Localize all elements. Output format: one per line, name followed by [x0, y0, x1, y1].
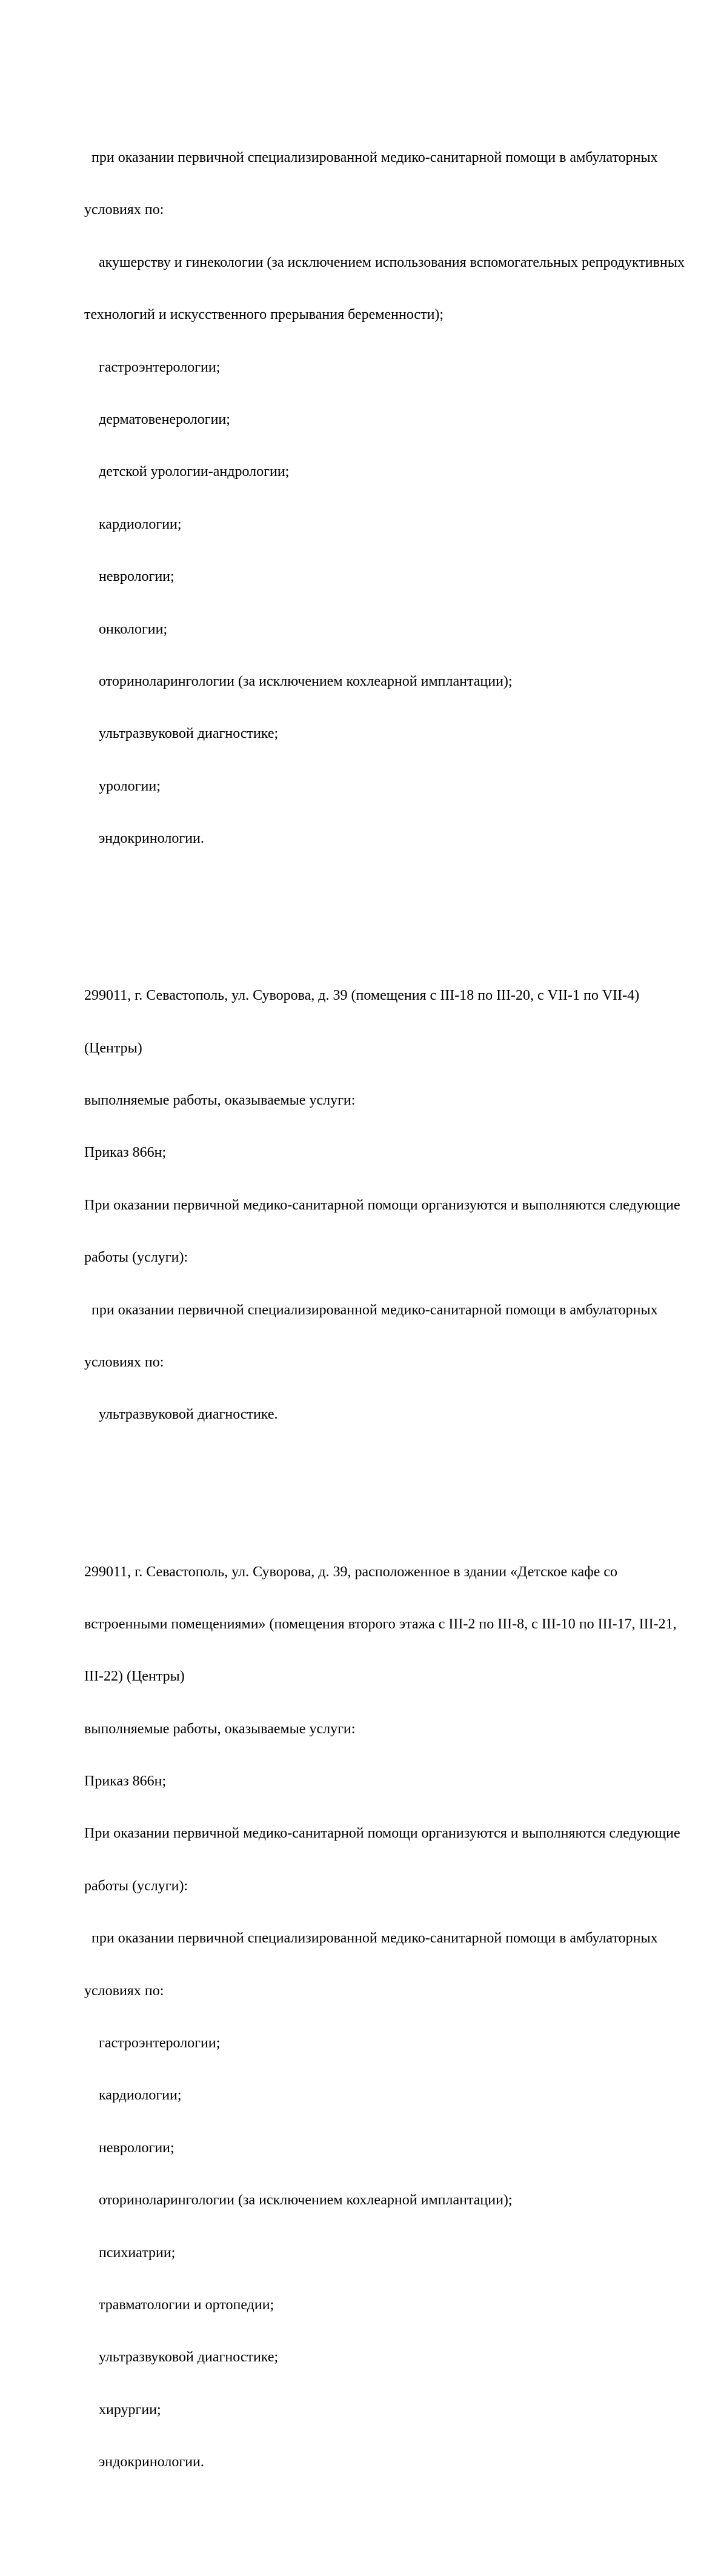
- text-line: неврологии;: [84, 569, 174, 585]
- text-line: Приказ 866н;: [84, 1145, 167, 1161]
- section-services-list-continued: [84, 114, 708, 882]
- text-line: при оказании первичной специализированной медико-санитарной помощи в амбулаторных: [84, 1302, 658, 1318]
- document-text-block: [84, 62, 708, 2576]
- text-line: ультразвуковой диагностике.: [84, 1407, 278, 1423]
- text-line: технологий и искусственного прерывания беременности);: [84, 307, 444, 323]
- text-line: эндокринологии.: [84, 2454, 204, 2471]
- address-line: 299011, г. Севастополь, ул. Суворова, д. 39 (помещения с III-18 по III-20, с VII-1 по VII-4): [84, 988, 640, 1004]
- address-line: встроенными помещениями» (помещения второго этажа с III-2 по III-8, с III-10 по III-17, III-21,: [84, 1616, 677, 1632]
- text-line: при оказании первичной специализированной медико-санитарной помощи в амбулаторных: [84, 1930, 658, 1947]
- text-line: психиатрии;: [84, 2244, 176, 2261]
- text-line: урологии;: [84, 778, 161, 794]
- text-line: При оказании первичной медико-санитарной помощи организуются и выполняются следующие: [84, 1825, 680, 1842]
- text-line: выполняемые работы, оказываемые услуги:: [84, 1721, 356, 1737]
- section-address-suvorova-39-rooms: [84, 952, 708, 1459]
- text-line: онкологии;: [84, 621, 168, 637]
- text-line: (Центры): [84, 1040, 142, 1056]
- address-line: 299011, г. Севастополь, ул. Суворова, д. 39, расположенное в здании «Детское кафе со: [84, 1564, 617, 1580]
- text-line: условиях по:: [84, 1354, 164, 1370]
- text-line: ультразвуковой диагностике;: [84, 726, 279, 742]
- text-line: при оказании первичной специализированной медико-санитарной помощи в амбулаторных: [84, 149, 658, 166]
- text-line: детской урологии-андрологии;: [84, 464, 290, 480]
- text-line: выполняемые работы, оказываемые услуги:: [84, 1092, 356, 1109]
- text-line: гастроэнтерологии;: [84, 2035, 221, 2052]
- text-line: кардиологии;: [84, 516, 182, 532]
- text-line: эндокринологии.: [84, 831, 204, 847]
- section-address-suvorova-39-cafe-building: [84, 1528, 708, 2506]
- text-line: травматологии и ортопедии;: [84, 2297, 274, 2313]
- text-line: оториноларингологии (за исключением кохлеарной имплантации);: [84, 673, 513, 689]
- text-line: акушерству и гинекологии (за исключением использования вспомогательных репродуктивных: [84, 254, 685, 270]
- text-line: работы (услуги):: [84, 1250, 188, 1266]
- text-line: При оказании первичной медико-санитарной помощи организуются и выполняются следующие: [84, 1197, 680, 1213]
- text-line: дерматовенерологии;: [84, 411, 230, 427]
- address-line: III-22) (Центры): [84, 1668, 185, 1685]
- text-line: работы (услуги):: [84, 1878, 188, 1894]
- text-line: Приказ 866н;: [84, 1773, 167, 1790]
- text-line: хирургии;: [84, 2401, 161, 2418]
- text-line: условиях по:: [84, 1982, 164, 1999]
- text-line: оториноларингологии (за исключением кохлеарной имплантации);: [84, 2192, 513, 2209]
- text-line: ультразвуковой диагностике;: [84, 2349, 279, 2366]
- text-line: неврологии;: [84, 2139, 174, 2156]
- text-line: условиях по:: [84, 202, 164, 218]
- text-line: гастроэнтерологии;: [84, 359, 221, 375]
- text-line: кардиологии;: [84, 2087, 182, 2104]
